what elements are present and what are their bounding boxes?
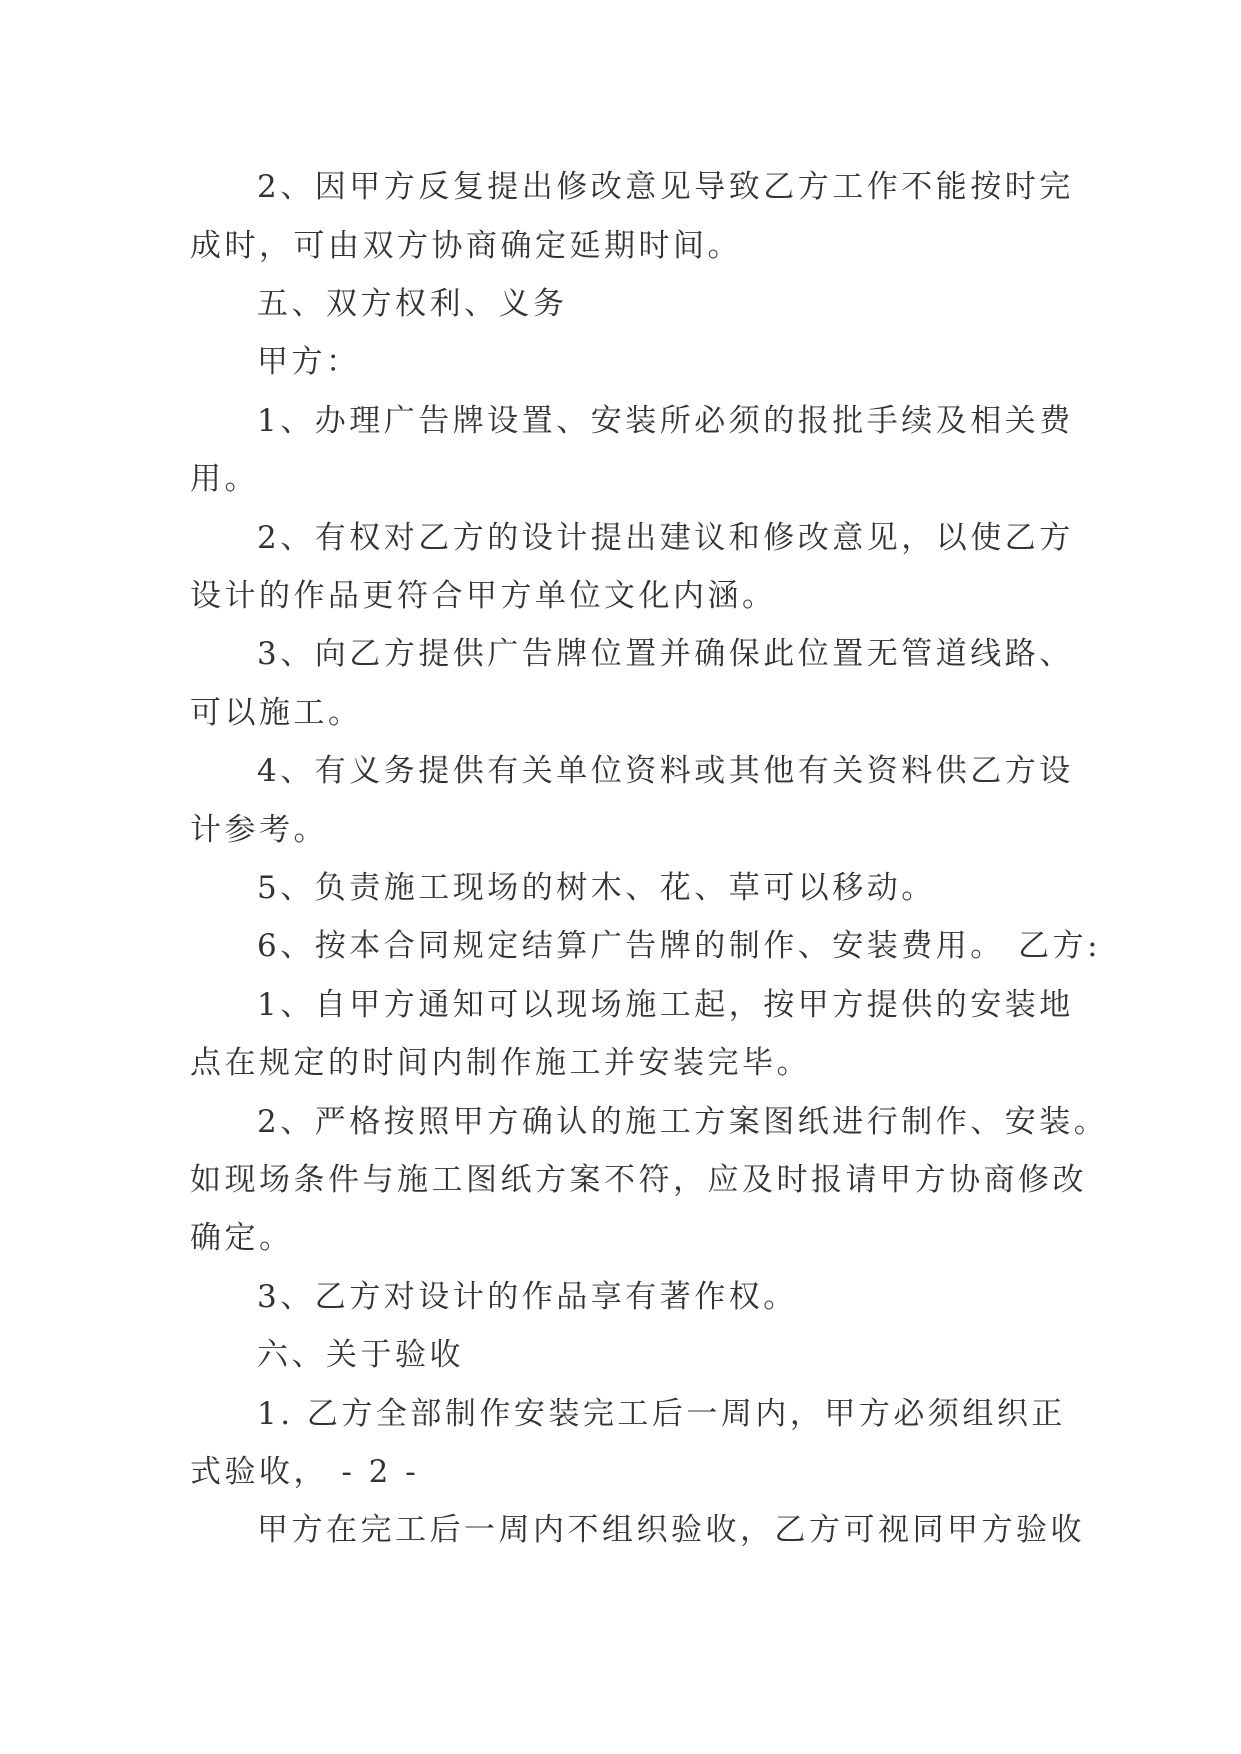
paragraph-line: 6、按本合同规定结算广告牌的制作、安装费用。 乙方: [257,928,1102,964]
paragraph-line: 2、有权对乙方的设计提出建议和修改意见，以使乙方 [257,520,1074,556]
party-heading: 甲方： [257,344,361,380]
paragraph-line: 确定。 [190,1220,294,1256]
paragraph-line: 点在规定的时间内制作施工并安装完毕。 [190,1045,811,1081]
paragraph-line: 如现场条件与施工图纸方案不符，应及时报请甲方协商修改 [190,1162,1087,1198]
paragraph-line: 甲方在完工后一周内不组织验收，乙方可视同甲方验收 [257,1512,1085,1548]
paragraph-line: 5、负责施工现场的树木、花、草可以移动。 [257,870,936,906]
paragraph-line: 1、自甲方通知可以现场施工起，按甲方提供的安装地 [257,987,1074,1023]
paragraph-line: 计参考。 [190,812,328,848]
paragraph-line: 3、乙方对设计的作品享有著作权。 [257,1279,798,1315]
paragraph-line: 1. 乙方全部制作安装完工后一周内，甲方必须组织正 [257,1396,1066,1432]
paragraph-line-with-page-number: 式验收， - 2 - [190,1454,420,1490]
paragraph-line: 可以施工。 [190,695,363,731]
paragraph-line: 1、办理广告牌设置、安装所必须的报批手续及相关费 [257,403,1074,439]
paragraph-line: 3、向乙方提供广告牌位置并确保此位置无管道线路、 [257,636,1074,672]
paragraph-line: 用。 [190,461,259,497]
section-heading: 五、双方权利、义务 [257,286,568,322]
paragraph-line: 成时，可由双方协商确定延期时间。 [190,228,742,264]
paragraph-line: 4、有义务提供有关单位资料或其他有关资料供乙方设 [257,753,1074,789]
paragraph-line: 2、严格按照甲方确认的施工方案图纸进行制作、安装。 [257,1104,1109,1140]
section-heading: 六、关于验收 [257,1337,464,1373]
paragraph-line: 设计的作品更符合甲方单位文化内涵。 [190,578,777,614]
paragraph-line: 2、因甲方反复提出修改意见导致乙方工作不能按时完 [257,169,1074,205]
